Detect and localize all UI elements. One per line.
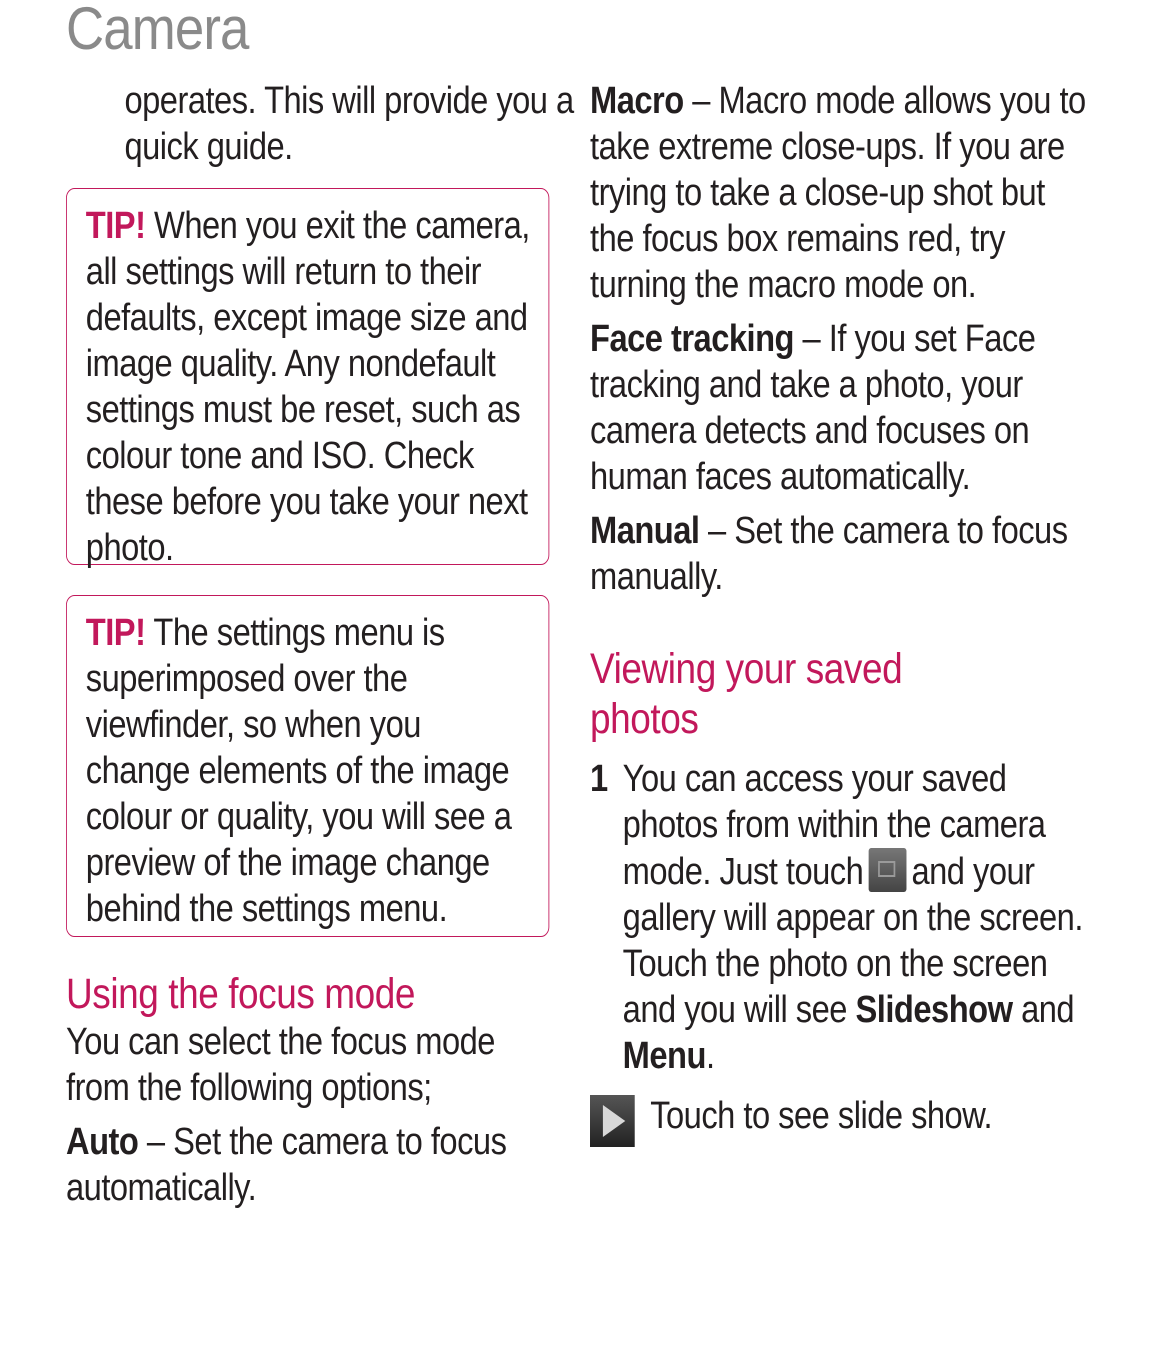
focus-mode-heading: Using the focus mode [66,970,416,1018]
intro-continuation: operates. This will provide you a quick guide. [124,80,574,168]
play-caption: Touch to see slide show. [650,1095,993,1137]
slideshow-row [590,1093,1089,1149]
tip-label: TIP! [85,205,146,247]
and-text: and [1012,989,1075,1031]
macro-text: – Macro mode allows you to take extreme close-ups. If you are trying to take a close-up shot but the focus box remains red, try turning the macro mode on. [590,80,1086,306]
face-tracking-term: Face tracking [590,318,794,360]
manual-term: Manual [590,510,700,552]
auto-option [66,1119,556,1211]
tip-text [86,203,533,571]
manual-text: – Set the camera to focus manually. [590,510,1068,598]
auto-text: – Set the camera to focus automatically. [66,1121,507,1209]
macro-option [590,78,1089,308]
face-tracking-text: – If you set Face tracking and take a photo, your camera detects and focuses on human faces automatically. [590,318,1036,498]
left-content [66,78,574,1211]
play-icon [590,1095,635,1147]
tip-label: TIP! [85,612,146,654]
focus-intro: You can select the focus mode from the following options; [66,1021,495,1109]
tip-body: When you exit the camera, all settings will return to their defaults, except image size and image quality. Any nondefault settings must be reset, such as colour tone and ISO. Check these before you take your next photo. [85,205,530,569]
step-text-before-icon: You can access your saved photos from within the camera mode. Just touch [622,758,1046,893]
viewing-photos-heading: Viewing your saved photos [590,645,903,743]
manual-option [590,508,1089,600]
step-text-after-icon: and your gallery will appear on the screen. Touch the photo on the screen and you will see [622,851,1083,1031]
tip-text [86,610,533,932]
menu-term: Menu [622,1035,706,1077]
left-column [66,78,574,1211]
step-number: 1 [590,758,608,800]
tip-box-settings-menu [66,595,549,937]
tip-body: The settings menu is superimposed over the viewfinder, so when you change elements of the image colour or quality, you will see a preview of the image change behind the settings menu. [85,612,512,930]
face-tracking-option [590,316,1089,500]
macro-term: Macro [590,80,684,122]
auto-term: Auto [66,1121,139,1163]
page-title: Camera [66,0,249,62]
step-end: . [705,1035,715,1077]
right-column [590,78,1090,1149]
gallery-icon [868,848,906,892]
right-content [590,78,1089,1149]
slideshow-term: Slideshow [855,989,1013,1031]
tip-box-exit-camera [66,188,549,569]
step-1 [590,756,1087,1079]
